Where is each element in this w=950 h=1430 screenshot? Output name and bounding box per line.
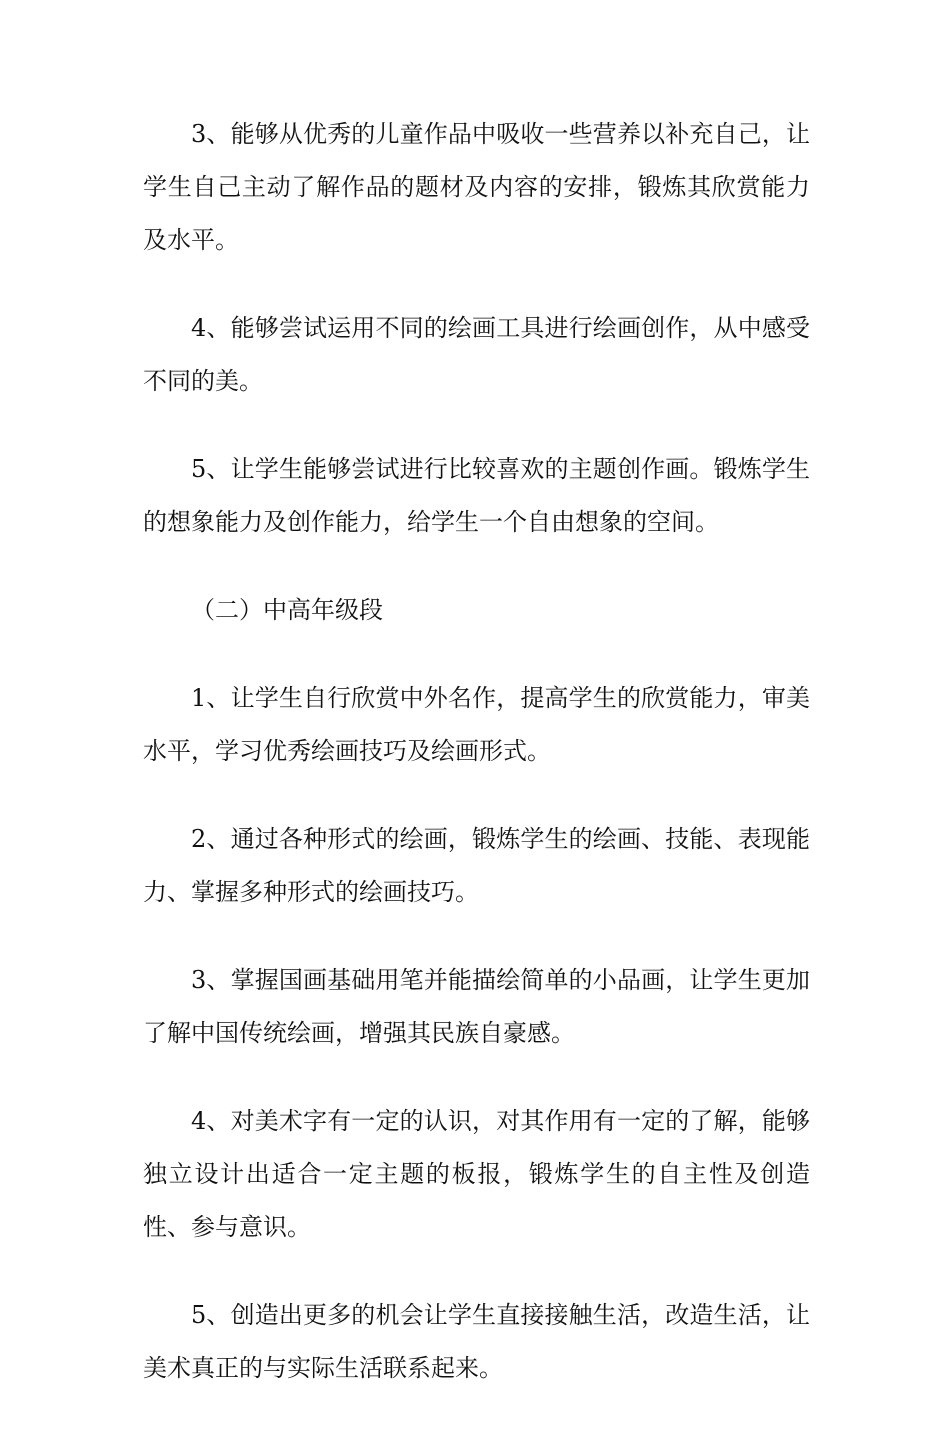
paragraph-upper-grade-item-4: 4、对美术字有一定的认识，对其作用有一定的了解，能够独立设计出适合一定主题的板报，锻炼学生的自主性及创造性、参与意识。 [143,1107,810,1241]
paragraph-upper-grade-item-1: 1、让学生自行欣赏中外名作，提高学生的欣赏能力，审美水平，学习优秀绘画技巧及绘画形式。 [143,684,810,765]
paragraph-lower-grade-item-5: 5、让学生能够尝试进行比较喜欢的主题创作画。锻炼学生的想象能力及创作能力，给学生一个自由想象的空间。 [143,455,810,536]
section-heading-middle-upper-grades: （二）中高年级段 [191,596,383,624]
paragraph-upper-grade-item-5: 5、创造出更多的机会让学生直接接触生活，改造生活，让美术真正的与实际生活联系起来。 [143,1301,810,1382]
document-body [143,108,810,1430]
paragraph-lower-grade-item-3: 3、能够从优秀的儿童作品中吸收一些营养以补充自己，让学生自己主动了解作品的题材及内容的安排，锻炼其欣赏能力及水平。 [143,120,810,254]
paragraph-upper-grade-item-3: 3、掌握国画基础用笔并能描绘简单的小品画，让学生更加了解中国传统绘画，增强其民族自豪感。 [143,966,810,1047]
paragraph-lower-grade-item-4: 4、能够尝试运用不同的绘画工具进行绘画创作，从中感受不同的美。 [143,314,810,395]
paragraph-upper-grade-item-2: 2、通过各种形式的绘画，锻炼学生的绘画、技能、表现能力、掌握多种形式的绘画技巧。 [143,825,810,906]
